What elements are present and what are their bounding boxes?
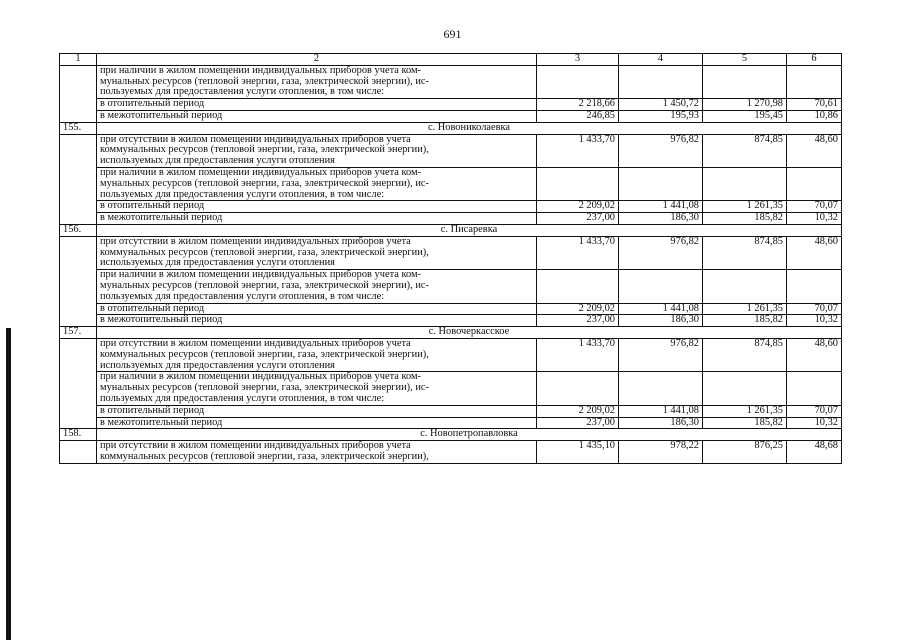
- value-cell: 48,60: [787, 134, 842, 167]
- header-cell: 1: [60, 54, 97, 66]
- header-row: [60, 54, 842, 66]
- value-cell: 237,00: [537, 417, 619, 429]
- description-line: коммунальных ресурсов (тепловой энергии, газа, электрической энергии),: [100, 348, 429, 360]
- value-cell: 70,07: [787, 201, 842, 213]
- table-row: [60, 134, 842, 167]
- description-line: при наличии в жилом помещении индивидуальных приборов учета ком-: [100, 371, 422, 383]
- period-label: в отопительный период: [97, 303, 537, 315]
- header-cell: 3: [537, 54, 619, 66]
- section-number: 158.: [60, 429, 97, 441]
- header-cell: 6: [787, 54, 842, 66]
- table-row: [60, 303, 842, 315]
- value-cell: 976,82: [619, 338, 703, 371]
- section-header-row: [60, 224, 842, 236]
- description-line: мунальных ресурсов (тепловой энергии, газа, электрической энергии), ис-: [100, 177, 429, 189]
- value-cell: 186,30: [619, 213, 703, 225]
- value-cell: 185,82: [703, 417, 787, 429]
- value-cell: 2 209,02: [537, 201, 619, 213]
- value-cell: 246,85: [537, 110, 619, 122]
- value-cell: 976,82: [619, 236, 703, 269]
- table-row: [60, 213, 842, 225]
- value-cell: 1 433,70: [537, 338, 619, 371]
- value-cell: 237,00: [537, 213, 619, 225]
- value-cell: 874,85: [703, 338, 787, 371]
- value-cell: 10,86: [787, 110, 842, 122]
- period-label: в отопительный период: [97, 201, 537, 213]
- description-line: при отсутствии в жилом помещении индивидуальных приборов учета: [100, 133, 411, 145]
- row-number-cell: [60, 236, 97, 326]
- section-header-row: [60, 122, 842, 134]
- table-row: [60, 417, 842, 429]
- row-number-cell: [60, 134, 97, 224]
- row-number-cell: [60, 338, 97, 428]
- description-line: пользуемых для предоставления услуги отопления, в том числе:: [100, 86, 385, 98]
- period-label: в межотопительный период: [97, 110, 537, 122]
- period-label: в межотопительный период: [97, 315, 537, 327]
- value-cell: 1 261,35: [703, 405, 787, 417]
- description-cell: [97, 441, 537, 464]
- description-cell: [97, 167, 537, 200]
- description-line: мунальных ресурсов (тепловой энергии, газа, электрической энергии), ис-: [100, 382, 429, 394]
- empty-cell: [703, 65, 787, 98]
- value-cell: 195,93: [619, 110, 703, 122]
- section-name: с. Новопетропавловка: [97, 429, 842, 441]
- description-line: мунальных ресурсов (тепловой энергии, газа, электрической энергии), ис-: [100, 279, 429, 291]
- table-row: [60, 99, 842, 111]
- table-row: [60, 372, 842, 405]
- period-label: в отопительный период: [97, 99, 537, 111]
- value-cell: 48,60: [787, 338, 842, 371]
- empty-cell: [537, 270, 619, 303]
- value-cell: 976,82: [619, 134, 703, 167]
- description-line: при отсутствии в жилом помещении индивидуальных приборов учета: [100, 235, 411, 247]
- value-cell: 1 450,72: [619, 99, 703, 111]
- value-cell: 195,45: [703, 110, 787, 122]
- value-cell: 70,07: [787, 405, 842, 417]
- value-cell: 10,32: [787, 213, 842, 225]
- description-cell: [97, 134, 537, 167]
- empty-cell: [703, 167, 787, 200]
- table-row: [60, 315, 842, 327]
- empty-cell: [619, 270, 703, 303]
- value-cell: 2 218,66: [537, 99, 619, 111]
- description-cell: [97, 372, 537, 405]
- description-line: используемых для предоставления услуги отопления: [100, 359, 335, 371]
- value-cell: 1 441,08: [619, 201, 703, 213]
- value-cell: 978,22: [619, 441, 703, 464]
- table-row: [60, 270, 842, 303]
- empty-cell: [537, 372, 619, 405]
- empty-cell: [619, 372, 703, 405]
- page-number: 691: [443, 27, 462, 41]
- empty-cell: [787, 372, 842, 405]
- value-cell: 1 433,70: [537, 236, 619, 269]
- header-cell: 4: [619, 54, 703, 66]
- table-row: [60, 236, 842, 269]
- value-cell: 876,25: [703, 441, 787, 464]
- period-label: в межотопительный период: [97, 213, 537, 225]
- section-number: 155.: [60, 122, 97, 134]
- description-cell: [97, 338, 537, 371]
- value-cell: 1 270,98: [703, 99, 787, 111]
- section-name: с. Новониколаевка: [97, 122, 842, 134]
- value-cell: 1 261,35: [703, 303, 787, 315]
- description-line: коммунальных ресурсов (тепловой энергии, газа, электрической энергии),: [100, 144, 429, 156]
- description-line: используемых для предоставления услуги отопления: [100, 155, 335, 167]
- description-line: пользуемых для предоставления услуги отопления, в том числе:: [100, 290, 385, 302]
- value-cell: 186,30: [619, 417, 703, 429]
- value-cell: 48,60: [787, 236, 842, 269]
- table-row: [60, 405, 842, 417]
- header-cell: 5: [703, 54, 787, 66]
- value-cell: 237,00: [537, 315, 619, 327]
- value-cell: 185,82: [703, 315, 787, 327]
- description-line: пользуемых для предоставления услуги отопления, в том числе:: [100, 188, 385, 200]
- empty-cell: [619, 65, 703, 98]
- table-row: [60, 65, 842, 98]
- description-line: при отсутствии в жилом помещении индивидуальных приборов учета: [100, 337, 411, 349]
- value-cell: 70,07: [787, 303, 842, 315]
- value-cell: 10,32: [787, 315, 842, 327]
- empty-cell: [787, 65, 842, 98]
- empty-cell: [537, 167, 619, 200]
- value-cell: 874,85: [703, 236, 787, 269]
- table-row: [60, 110, 842, 122]
- value-cell: 1 433,70: [537, 134, 619, 167]
- value-cell: 48,68: [787, 441, 842, 464]
- table-row: [60, 201, 842, 213]
- period-label: в отопительный период: [97, 405, 537, 417]
- value-cell: 185,82: [703, 213, 787, 225]
- value-cell: 1 441,08: [619, 303, 703, 315]
- value-cell: 874,85: [703, 134, 787, 167]
- empty-cell: [787, 167, 842, 200]
- description-line: при наличии в жилом помещении индивидуальных приборов учета ком-: [100, 269, 422, 281]
- value-cell: 1 435,10: [537, 441, 619, 464]
- empty-cell: [787, 270, 842, 303]
- empty-cell: [619, 167, 703, 200]
- description-line: при наличии в жилом помещении индивидуальных приборов учета ком-: [100, 64, 422, 76]
- description-line: пользуемых для предоставления услуги отопления, в том числе:: [100, 392, 385, 404]
- table-row: [60, 441, 842, 464]
- description-line: коммунальных ресурсов (тепловой энергии, газа, электрической энергии),: [100, 246, 429, 258]
- value-cell: 2 209,02: [537, 405, 619, 417]
- value-cell: 2 209,02: [537, 303, 619, 315]
- table-row: [60, 338, 842, 371]
- description-cell: [97, 270, 537, 303]
- value-cell: 186,30: [619, 315, 703, 327]
- description-line: при наличии в жилом помещении индивидуальных приборов учета ком-: [100, 166, 422, 178]
- empty-cell: [703, 270, 787, 303]
- empty-cell: [537, 65, 619, 98]
- section-header-row: [60, 429, 842, 441]
- description-line: коммунальных ресурсов (тепловой энергии, газа, электрической энергии),: [100, 450, 429, 462]
- section-name: с. Новочеркасское: [97, 327, 842, 339]
- section-name: с. Писаревка: [97, 224, 842, 236]
- section-header-row: [60, 327, 842, 339]
- description-cell: [97, 65, 537, 98]
- value-cell: 1 441,08: [619, 405, 703, 417]
- row-number-cell: [60, 441, 97, 464]
- description-line: используемых для предоставления услуги отопления: [100, 257, 335, 269]
- period-label: в межотопительный период: [97, 417, 537, 429]
- section-number: 157.: [60, 327, 97, 339]
- tariff-table: [59, 53, 842, 464]
- description-line: при отсутствии в жилом помещении индивидуальных приборов учета: [100, 440, 411, 452]
- value-cell: 1 261,35: [703, 201, 787, 213]
- scan-edge-bar: [6, 328, 11, 640]
- row-number-cell: [60, 65, 97, 122]
- description-cell: [97, 236, 537, 269]
- description-line: мунальных ресурсов (тепловой энергии, газа, электрической энергии), ис-: [100, 75, 429, 87]
- section-number: 156.: [60, 224, 97, 236]
- table-row: [60, 167, 842, 200]
- value-cell: 10,32: [787, 417, 842, 429]
- value-cell: 70,61: [787, 99, 842, 111]
- header-cell: 2: [97, 54, 537, 66]
- empty-cell: [703, 372, 787, 405]
